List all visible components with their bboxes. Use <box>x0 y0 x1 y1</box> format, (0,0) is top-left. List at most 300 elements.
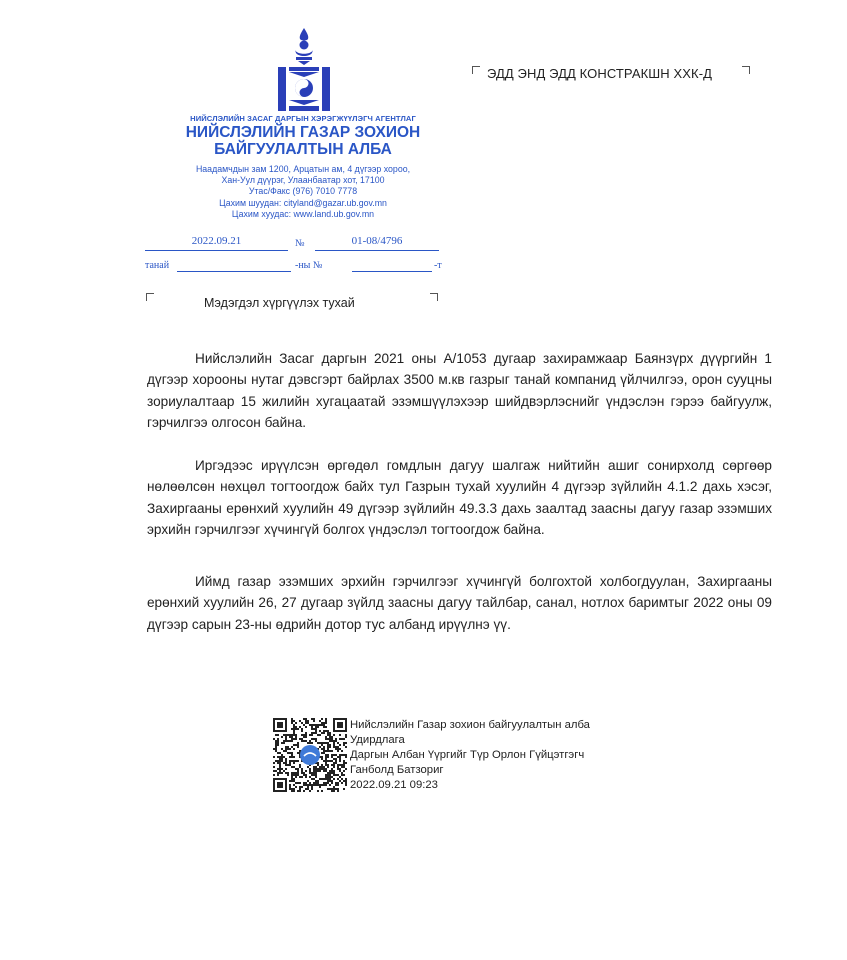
qr-module <box>329 770 331 772</box>
qr-module <box>325 782 327 784</box>
bracket-top-left <box>146 293 154 301</box>
qr-module <box>313 772 315 774</box>
qr-module <box>291 752 293 754</box>
qr-module <box>293 730 295 732</box>
qr-module <box>297 728 299 730</box>
qr-module <box>299 764 301 766</box>
qr-module <box>339 734 341 736</box>
qr-module <box>345 780 347 782</box>
qr-module <box>289 786 291 788</box>
qr-module <box>321 718 323 720</box>
qr-module <box>287 748 289 750</box>
paragraph-text: Нийслэлийн Засаг даргын 2021 оны А/1053 дугаар захирамжаар Баянзүрх дүүргийн 1 дүгээр хорооны нутаг дэвсгэрт байрлах 3500 м.кв газрыг танай компанид үйлчилгээ, орон сууцны зориулалтаар 15 жилийн хугацаатай эзэмшүүлэхээр шийдвэрлэснийг үндэслэн гэрээ байгуулж, гэрчилгээ олгосон байна. <box>147 351 772 430</box>
qr-module <box>293 744 295 746</box>
qr-module <box>331 764 333 766</box>
qr-module <box>309 724 311 726</box>
qr-module <box>295 782 297 784</box>
address-line2: Хан-Уул дүүрэг, Улаанбаатар хот, 17100 <box>221 175 385 186</box>
qr-module <box>283 750 285 752</box>
qr-module <box>287 752 289 754</box>
qr-module <box>323 768 325 770</box>
qr-module <box>311 778 313 780</box>
signer-organization: Нийслэлийн Газар зохион байгуулалтын алба <box>350 719 590 731</box>
qr-module <box>283 756 285 758</box>
qr-code-icon[interactable] <box>273 718 347 792</box>
qr-module <box>283 740 285 742</box>
qr-module <box>299 790 301 792</box>
qr-module <box>293 762 295 764</box>
qr-module <box>299 788 301 790</box>
qr-module <box>333 762 335 764</box>
qr-module <box>329 778 331 780</box>
qr-module <box>319 720 321 722</box>
your-number-blank <box>352 271 432 272</box>
qr-module <box>325 720 327 722</box>
qr-module <box>323 722 325 724</box>
qr-module <box>325 736 327 738</box>
qr-module <box>329 774 331 776</box>
qr-module <box>327 780 329 782</box>
qr-module <box>277 760 279 762</box>
qr-module <box>341 782 343 784</box>
qr-module <box>297 770 299 772</box>
qr-module <box>343 770 345 772</box>
letter-number: 01-08/4796 <box>315 235 439 251</box>
qr-module <box>291 728 293 730</box>
qr-module <box>339 744 341 746</box>
qr-module <box>327 782 329 784</box>
qr-module <box>329 784 331 786</box>
qr-module <box>275 734 277 736</box>
qr-module <box>331 772 333 774</box>
qr-module <box>325 758 327 760</box>
qr-module <box>301 772 303 774</box>
qr-module <box>317 724 319 726</box>
qr-module <box>303 724 305 726</box>
qr-module <box>321 752 323 754</box>
qr-module <box>329 772 331 774</box>
qr-module <box>325 770 327 772</box>
qr-module <box>309 772 311 774</box>
qr-module <box>319 746 321 748</box>
qr-module <box>279 762 281 764</box>
qr-module <box>315 726 317 728</box>
qr-module <box>333 754 335 756</box>
qr-module <box>321 768 323 770</box>
address-line1: Наадамчдын зам 1200, Арцатын ам, 4 дүгээр хороо, <box>195 164 411 174</box>
qr-module <box>339 764 341 766</box>
qr-module <box>281 748 283 750</box>
your-number-label: -ны № <box>295 260 323 271</box>
bracket-top-left <box>472 66 480 74</box>
qr-module <box>307 786 309 788</box>
qr-module <box>305 720 307 722</box>
qr-module <box>305 774 307 776</box>
qr-module <box>339 738 341 740</box>
qr-module <box>287 746 289 748</box>
qr-module <box>317 770 319 772</box>
qr-module <box>339 770 341 772</box>
qr-module <box>309 742 311 744</box>
qr-module <box>325 742 327 744</box>
qr-module <box>341 738 343 740</box>
qr-module <box>301 770 303 772</box>
qr-module <box>309 770 311 772</box>
qr-module <box>333 788 335 790</box>
qr-module <box>297 768 299 770</box>
qr-module <box>327 734 329 736</box>
qr-module <box>325 764 327 766</box>
agency-name: НИЙСЛЭЛИЙН ЗАСАГ ДАРГЫН ХЭРЭГЖҮҮЛЭГЧ АГЕНТЛАГ <box>190 114 416 123</box>
qr-module <box>321 784 323 786</box>
bracket-top-right <box>742 66 750 74</box>
contact-block <box>148 164 458 220</box>
qr-module <box>335 782 337 784</box>
qr-module <box>299 738 301 740</box>
qr-module <box>283 770 285 772</box>
qr-module <box>305 736 307 738</box>
qr-module <box>311 732 313 734</box>
qr-module <box>285 750 287 752</box>
qr-module <box>325 762 327 764</box>
qr-module <box>275 750 277 752</box>
qr-module <box>275 770 277 772</box>
qr-module <box>293 784 295 786</box>
qr-module <box>317 768 319 770</box>
qr-module <box>319 730 321 732</box>
qr-module <box>301 776 303 778</box>
qr-module <box>309 734 311 736</box>
qr-module <box>345 756 347 758</box>
qr-module <box>333 758 335 760</box>
qr-module <box>335 788 337 790</box>
qr-module <box>307 780 309 782</box>
qr-module <box>299 786 301 788</box>
qr-module <box>313 766 315 768</box>
digital-signature <box>350 718 590 793</box>
qr-module <box>291 754 293 756</box>
qr-module <box>285 758 287 760</box>
qr-module <box>323 748 325 750</box>
qr-module <box>295 772 297 774</box>
qr-module <box>277 768 279 770</box>
qr-module <box>277 774 279 776</box>
qr-module <box>291 790 293 792</box>
qr-module <box>295 738 297 740</box>
qr-module <box>299 726 301 728</box>
qr-module <box>293 738 295 740</box>
qr-module <box>345 768 347 770</box>
qr-module <box>317 726 319 728</box>
qr-module <box>333 778 335 780</box>
qr-module <box>323 782 325 784</box>
qr-module <box>285 734 287 736</box>
subject: Мэдэгдэл хүргүүлэх тухай <box>204 296 355 310</box>
qr-module <box>311 774 313 776</box>
qr-module <box>289 762 291 764</box>
qr-module <box>327 742 329 744</box>
qr-module <box>289 748 291 750</box>
qr-module <box>345 782 347 784</box>
qr-module <box>289 788 291 790</box>
qr-module <box>315 784 317 786</box>
qr-module <box>327 744 329 746</box>
qr-module <box>333 770 335 772</box>
qr-module <box>345 762 347 764</box>
qr-module <box>315 766 317 768</box>
qr-module <box>335 746 337 748</box>
qr-module <box>341 750 343 752</box>
qr-module <box>311 786 313 788</box>
qr-module <box>275 742 277 744</box>
qr-module <box>323 784 325 786</box>
qr-module <box>305 718 307 720</box>
qr-module <box>319 742 321 744</box>
qr-module <box>299 776 301 778</box>
qr-module <box>323 746 325 748</box>
qr-module <box>307 722 309 724</box>
qr-module <box>285 736 287 738</box>
qr-module <box>307 766 309 768</box>
qr-module <box>337 756 339 758</box>
qr-module <box>315 780 317 782</box>
qr-module <box>277 756 279 758</box>
qr-module <box>295 760 297 762</box>
qr-module <box>277 762 279 764</box>
qr-module <box>345 736 347 738</box>
qr-module <box>315 728 317 730</box>
qr-module <box>325 722 327 724</box>
qr-module <box>315 774 317 776</box>
phone-fax: Утас/Факс (976) 7010 7778 <box>248 186 358 197</box>
qr-module <box>285 760 287 762</box>
qr-module <box>315 772 317 774</box>
qr-module <box>337 790 339 792</box>
qr-module <box>279 768 281 770</box>
qr-module <box>341 772 343 774</box>
qr-module <box>333 742 335 744</box>
qr-module <box>301 786 303 788</box>
qr-module <box>335 784 337 786</box>
qr-module <box>333 790 335 792</box>
qr-module <box>325 760 327 762</box>
qr-module <box>317 764 319 766</box>
signer-name: Ганболд Батзориг <box>350 764 444 776</box>
qr-module <box>285 740 287 742</box>
qr-module <box>345 778 347 780</box>
qr-module <box>319 778 321 780</box>
qr-module <box>291 772 293 774</box>
qr-module <box>339 768 341 770</box>
qr-module <box>311 718 313 720</box>
qr-module <box>279 766 281 768</box>
qr-module <box>329 736 331 738</box>
qr-module <box>327 776 329 778</box>
qr-module <box>329 788 331 790</box>
qr-module <box>321 722 323 724</box>
qr-module <box>297 744 299 746</box>
qr-module <box>301 768 303 770</box>
qr-module <box>333 740 335 742</box>
qr-module <box>291 740 293 742</box>
qr-module <box>327 772 329 774</box>
qr-module <box>297 774 299 776</box>
qr-module <box>293 726 295 728</box>
qr-module <box>317 742 319 744</box>
qr-module <box>277 744 279 746</box>
qr-module <box>293 778 295 780</box>
qr-module <box>329 732 331 734</box>
qr-module <box>335 758 337 760</box>
signature-timestamp: 2022.09.21 09:23 <box>350 779 438 791</box>
qr-module <box>305 776 307 778</box>
qr-module <box>281 742 283 744</box>
qr-module <box>343 774 345 776</box>
qr-module <box>325 776 327 778</box>
qr-module <box>287 764 289 766</box>
qr-module <box>337 766 339 768</box>
qr-module <box>331 776 333 778</box>
qr-module <box>315 738 317 740</box>
qr-module <box>293 724 295 726</box>
qr-module <box>309 776 311 778</box>
qr-module <box>297 790 299 792</box>
qr-module <box>281 768 283 770</box>
qr-module <box>333 744 335 746</box>
qr-module <box>329 734 331 736</box>
qr-module <box>331 770 333 772</box>
reference-end: -т <box>434 260 442 271</box>
qr-module <box>279 772 281 774</box>
qr-module <box>289 734 291 736</box>
qr-module <box>277 742 279 744</box>
qr-module <box>345 734 347 736</box>
qr-module <box>311 742 313 744</box>
qr-module <box>331 738 333 740</box>
qr-module <box>293 720 295 722</box>
qr-module <box>299 766 301 768</box>
qr-module <box>315 740 317 742</box>
qr-module <box>291 722 293 724</box>
qr-module <box>311 738 313 740</box>
qr-module <box>293 766 295 768</box>
qr-module <box>313 724 315 726</box>
qr-module <box>283 734 285 736</box>
qr-module <box>325 768 327 770</box>
qr-module <box>339 756 341 758</box>
qr-module <box>305 732 307 734</box>
qr-module <box>287 734 289 736</box>
qr-module <box>303 736 305 738</box>
qr-module <box>335 754 337 756</box>
qr-module <box>325 750 327 752</box>
qr-module <box>331 756 333 758</box>
qr-module <box>341 766 343 768</box>
qr-module <box>325 778 327 780</box>
qr-module <box>327 756 329 758</box>
qr-module <box>315 776 317 778</box>
qr-module <box>285 764 287 766</box>
qr-module <box>309 782 311 784</box>
qr-module <box>281 758 283 760</box>
qr-module <box>331 768 333 770</box>
qr-module <box>297 752 299 754</box>
qr-module <box>331 740 333 742</box>
qr-module <box>323 766 325 768</box>
qr-module <box>339 760 341 762</box>
qr-module <box>313 718 315 720</box>
qr-module <box>321 742 323 744</box>
qr-module <box>321 756 323 758</box>
qr-module <box>343 764 345 766</box>
qr-module <box>333 772 335 774</box>
qr-module <box>323 726 325 728</box>
qr-module <box>297 746 299 748</box>
qr-module <box>325 774 327 776</box>
qr-module <box>317 780 319 782</box>
qr-module <box>335 762 337 764</box>
qr-module <box>307 742 309 744</box>
qr-module <box>287 740 289 742</box>
qr-module <box>293 760 295 762</box>
qr-module <box>319 768 321 770</box>
qr-module <box>275 744 277 746</box>
qr-module <box>311 724 313 726</box>
qr-module <box>313 778 315 780</box>
qr-module <box>327 788 329 790</box>
qr-module <box>325 754 327 756</box>
qr-module <box>273 738 275 740</box>
qr-module <box>329 750 331 752</box>
qr-module <box>343 754 345 756</box>
qr-module <box>291 788 293 790</box>
qr-module <box>329 740 331 742</box>
qr-module <box>331 790 333 792</box>
qr-module <box>331 760 333 762</box>
qr-module <box>321 790 323 792</box>
qr-module <box>295 728 297 730</box>
qr-module <box>303 740 305 742</box>
qr-module <box>319 784 321 786</box>
qr-module <box>273 770 275 772</box>
email[interactable]: Цахим шуудан: cityland@gazar.ub.gov.mn <box>219 197 387 208</box>
qr-module <box>313 782 315 784</box>
qr-module <box>313 728 315 730</box>
qr-module <box>343 788 345 790</box>
qr-module <box>273 766 275 768</box>
qr-module <box>283 762 285 764</box>
qr-module <box>291 734 293 736</box>
website[interactable]: Цахим хуудас: www.land.ub.gov.mn <box>231 208 375 219</box>
qr-module <box>327 754 329 756</box>
organization-name-line2: БАЙГУУЛАЛТЫН АЛБА <box>214 141 392 158</box>
qr-module <box>337 778 339 780</box>
qr-module <box>301 728 303 730</box>
qr-module <box>321 764 323 766</box>
paragraph-text: Иймд газар эзэмших эрхийн гэрчилгээг хүчингүй болгохтой холбогдуулан, Захиргааны ерөнхий хуулийн 26, 27 дугаар зүйлд заасны дагуу тайлбар, санал, нотлох баримтыг 2022 оны 09 дүгээр сарын 23-ны өдрийн дотор тус албанд ирүүлнэ үү. <box>147 574 772 632</box>
qr-module <box>297 782 299 784</box>
qr-module <box>333 766 335 768</box>
body-paragraph-1 <box>147 348 772 433</box>
qr-module <box>311 784 313 786</box>
qr-module <box>291 720 293 722</box>
qr-module <box>327 750 329 752</box>
qr-module <box>315 732 317 734</box>
qr-module <box>291 778 293 780</box>
qr-module <box>293 772 295 774</box>
qr-module <box>329 776 331 778</box>
qr-module <box>321 744 323 746</box>
